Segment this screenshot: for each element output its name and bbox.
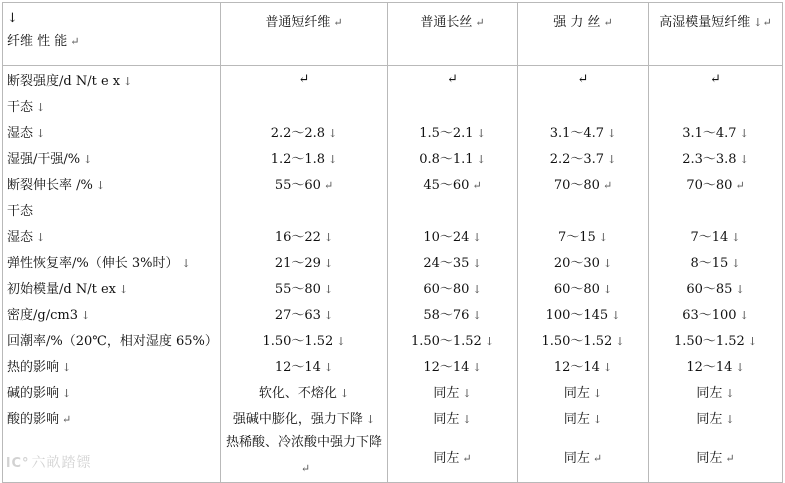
row-label-cell: [3, 170, 221, 196]
cell-mark: ↓: [725, 412, 735, 426]
value-cell: [388, 170, 518, 196]
row-label-mark: ↓: [36, 126, 46, 140]
row-label-mark: ↓: [118, 282, 129, 296]
table-row: [3, 222, 783, 248]
cell-mark: ↓: [602, 256, 613, 270]
row-label-cell: [3, 326, 221, 352]
value-cell: [388, 404, 518, 430]
cell-mark: ↵: [592, 451, 603, 465]
cell-value: 45～60: [423, 177, 470, 193]
row-label-cell: [3, 274, 221, 300]
row-label: 弹性恢复率/%（伸长 3%时）: [7, 255, 179, 271]
row-label-mark: ↓: [36, 100, 46, 114]
value-cell: [388, 326, 518, 352]
row-label: 湿态: [7, 125, 34, 141]
cell-mark: ↓: [328, 152, 338, 166]
cell-mark: ↓: [592, 386, 603, 400]
value-cell: [221, 352, 388, 378]
value-cell: [388, 118, 518, 144]
row-label-mark: ↓: [83, 152, 93, 166]
cell-mark: ↵: [323, 178, 334, 192]
cell-mark: ↓: [476, 126, 486, 140]
cell-mark: ↵: [735, 178, 745, 192]
cell-value: 3.1～4.7: [682, 125, 737, 141]
row-label: 湿强/干强/%: [7, 151, 81, 167]
cell-value: 同左: [563, 450, 590, 466]
cell-mark: ↓: [739, 308, 749, 322]
value-cell: [649, 92, 783, 118]
cell-value: 2.2～2.8: [270, 125, 326, 141]
row-label: 断裂伸长率 /%: [7, 177, 93, 193]
value-cell: [388, 352, 518, 378]
value-cell: [518, 170, 649, 196]
row-label-cell: [3, 404, 221, 430]
row-label-cell: [3, 352, 221, 378]
row-label-cell: [3, 92, 221, 118]
table-row: [3, 144, 783, 170]
cell-mark: ↓: [323, 230, 334, 244]
cell-value: 强碱中膨化，强力下降: [232, 411, 363, 427]
watermark-logo: lC°: [6, 456, 30, 471]
cell-mark: ↓: [739, 152, 749, 166]
value-cell: [518, 352, 649, 378]
cell-mark: ↓: [607, 126, 617, 140]
value-cell: [221, 196, 388, 222]
value-cell: [221, 170, 388, 196]
header-col-3: [518, 3, 649, 66]
cell-mark: ↓: [328, 126, 338, 140]
cell-value: 2.3～3.8: [682, 151, 737, 167]
cell-value: ↵: [577, 71, 589, 87]
cell-value: 24～35: [423, 255, 470, 271]
cell-mark: ↵: [725, 451, 735, 465]
header-col-label: 普通长丝: [420, 15, 473, 30]
cell-value: 软化、不熔化: [258, 385, 337, 401]
table-row: [3, 248, 783, 274]
table-row: [3, 196, 783, 222]
cell-value: 63～100: [682, 307, 737, 323]
cell-value: 同左: [563, 385, 590, 401]
cell-value: 1.2～1.8: [270, 151, 326, 167]
cell-mark: ↓: [323, 308, 334, 322]
cell-value: 60～80: [553, 281, 600, 297]
cell-mark: ↓: [323, 360, 334, 374]
table-row: [3, 274, 783, 300]
cell-value: 同左: [433, 411, 460, 427]
header-col-mark: ↓↵: [753, 16, 772, 29]
cell-mark: ↓: [602, 360, 613, 374]
cell-mark: ↓: [747, 334, 758, 348]
row-label-mark: ↓: [62, 386, 72, 400]
table-row: [3, 66, 783, 93]
cell-value: 10～24: [423, 229, 470, 245]
header-corner-cell: [3, 3, 221, 66]
cell-mark: ↵: [300, 462, 311, 475]
cell-mark: ↓: [607, 152, 617, 166]
value-cell: [518, 300, 649, 326]
header-col-mark: ↵: [475, 16, 485, 29]
cell-value: 3.1～4.7: [549, 125, 605, 141]
cell-mark: ↓: [739, 126, 749, 140]
cell-value: 1.50～1.52: [262, 333, 334, 349]
value-cell: [649, 248, 783, 274]
row-label-mark: ↓: [62, 360, 72, 374]
cell-value: ↵: [710, 71, 721, 87]
table-row: [3, 404, 783, 430]
table-row: [3, 430, 783, 483]
cell-value: 同左: [563, 411, 590, 427]
cell-value: 7～14: [690, 229, 729, 245]
cell-mark: ↵: [602, 178, 613, 192]
row-label: 干态: [7, 99, 34, 115]
header-col-4: [649, 3, 783, 66]
cell-mark: ↓: [472, 230, 482, 244]
value-cell: [388, 144, 518, 170]
cell-mark: ↓: [323, 256, 334, 270]
cell-value: 12～14: [553, 359, 600, 375]
cell-mark: ↓: [731, 256, 741, 270]
row-label-mark: ↵: [62, 412, 72, 426]
value-cell: [518, 196, 649, 222]
value-cell: [221, 378, 388, 404]
cell-value: 8～15: [690, 255, 729, 271]
header-col-label: 高湿模量短纤维: [659, 15, 751, 30]
value-cell: [518, 222, 649, 248]
row-label-cell: [3, 300, 221, 326]
cell-value: 27～63: [274, 307, 321, 323]
value-cell: [518, 378, 649, 404]
cell-mark: ↓: [472, 282, 482, 296]
header-row-label-mark: ↵: [70, 35, 80, 48]
value-cell: [518, 274, 649, 300]
value-cell: [388, 92, 518, 118]
value-cell: [649, 222, 783, 248]
row-label-cell: [3, 222, 221, 248]
value-cell: [649, 66, 783, 93]
value-cell: [221, 144, 388, 170]
row-label: 干态: [7, 203, 34, 219]
cell-mark: ↓: [336, 334, 346, 348]
value-cell: [388, 300, 518, 326]
cell-mark: ↓: [339, 386, 350, 400]
row-label: 酸的影响: [7, 411, 60, 427]
value-cell: [221, 430, 388, 483]
fiber-properties-table: [2, 2, 783, 483]
cell-mark: ↓: [615, 334, 625, 348]
cell-mark: ↓: [472, 308, 482, 322]
cell-value: 12～14: [274, 359, 321, 375]
cell-value: 1.5～2.1: [419, 125, 474, 141]
cell-value: 1.50～1.52: [410, 333, 482, 349]
value-cell: [221, 118, 388, 144]
row-label-mark: ↓: [123, 74, 133, 88]
value-cell: [388, 378, 518, 404]
value-cell: [221, 326, 388, 352]
value-cell: [388, 248, 518, 274]
value-cell: [649, 404, 783, 430]
cell-value: 热稀酸、冷浓酸中强力下降: [225, 435, 382, 450]
value-cell: [221, 300, 388, 326]
value-cell: [518, 430, 649, 483]
value-cell: [388, 430, 518, 483]
row-label: 碱的影响: [7, 385, 60, 401]
header-col-label: 强 力 丝: [553, 15, 601, 30]
cell-value: 20～30: [553, 255, 600, 271]
value-cell: [518, 326, 649, 352]
row-label-mark: ↓: [95, 178, 106, 192]
table-row: [3, 352, 783, 378]
row-label-cell: [3, 196, 221, 222]
row-label-cell: [3, 144, 221, 170]
cell-mark: ↓: [472, 360, 482, 374]
cell-mark: ↓: [602, 282, 613, 296]
row-label: 湿态: [7, 229, 34, 245]
value-cell: [649, 144, 783, 170]
value-cell: [518, 92, 649, 118]
value-cell: [649, 274, 783, 300]
cell-value: 12～14: [423, 359, 470, 375]
table-row: [3, 118, 783, 144]
row-label-mark: ↓: [80, 308, 91, 322]
header-col-mark: ↵: [333, 16, 343, 29]
value-cell: [388, 66, 518, 93]
value-cell: [649, 430, 783, 483]
value-cell: [221, 92, 388, 118]
value-cell: [649, 326, 783, 352]
row-label: 初始模量/d N/t ex: [7, 281, 116, 297]
cell-value: 同左: [433, 385, 460, 401]
cell-mark: ↓: [462, 412, 472, 426]
value-cell: [649, 118, 783, 144]
value-cell: [649, 196, 783, 222]
cell-value: 55～60: [274, 177, 321, 193]
header-mark: ↓: [7, 11, 18, 26]
header-col-1: [221, 3, 388, 66]
row-label: 断裂强度/d N/t e x: [7, 73, 121, 89]
value-cell: [388, 222, 518, 248]
cell-value: 16～22: [274, 229, 321, 245]
cell-mark: ↓: [731, 230, 741, 244]
cell-value: 21～29: [274, 255, 321, 271]
cell-value: 2.2～3.7: [549, 151, 605, 167]
value-cell: [388, 274, 518, 300]
table-row: [3, 92, 783, 118]
cell-value: 70～80: [553, 177, 600, 193]
value-cell: [518, 66, 649, 93]
value-cell: [649, 300, 783, 326]
value-cell: [388, 196, 518, 222]
cell-mark: ↓: [735, 282, 745, 296]
cell-mark: ↓: [365, 412, 376, 426]
cell-value: 同左: [696, 450, 723, 466]
header-col-2: [388, 3, 518, 66]
row-label-mark: ↓: [181, 256, 191, 270]
watermark-text: 六畝踏镖: [31, 455, 92, 471]
value-cell: [221, 248, 388, 274]
cell-mark: ↵: [462, 451, 472, 465]
row-label: 密度/g/cm3: [7, 307, 78, 323]
cell-value: 55～80: [274, 281, 321, 297]
cell-mark: ↓: [323, 282, 334, 296]
cell-value: 12～14: [686, 359, 733, 375]
cell-value: ↵: [298, 71, 310, 87]
value-cell: [518, 404, 649, 430]
header-col-label: 普通短纤维: [265, 15, 331, 30]
cell-value: ↵: [447, 71, 458, 87]
cell-value: 1.50～1.52: [673, 333, 745, 349]
cell-value: 同左: [696, 385, 723, 401]
cell-value: 70～80: [686, 177, 733, 193]
cell-mark: ↵: [472, 178, 482, 192]
cell-mark: ↓: [484, 334, 495, 348]
value-cell: [221, 66, 388, 93]
cell-mark: ↓: [592, 412, 603, 426]
value-cell: [518, 248, 649, 274]
row-label-cell: [3, 66, 221, 93]
row-label-cell: [3, 248, 221, 274]
cell-mark: ↓: [725, 386, 735, 400]
value-cell: [221, 404, 388, 430]
value-cell: [649, 378, 783, 404]
cell-mark: ↓: [462, 386, 472, 400]
header-col-mark: ↵: [603, 16, 613, 29]
row-label-cell: [3, 118, 221, 144]
cell-mark: ↓: [611, 308, 621, 322]
table-row: [3, 378, 783, 404]
watermark: [6, 452, 92, 472]
row-label: 回潮率/%（20℃，相对湿度 65%）: [7, 333, 218, 349]
value-cell: [518, 118, 649, 144]
row-label: 热的影响: [7, 359, 60, 375]
cell-mark: ↓: [472, 256, 482, 270]
row-label-cell: [3, 378, 221, 404]
cell-value: 58～76: [423, 307, 470, 323]
cell-value: 7～15: [557, 229, 596, 245]
table-header-row: [3, 3, 783, 66]
cell-value: 60～80: [423, 281, 470, 297]
table-row: [3, 326, 783, 352]
cell-mark: ↓: [735, 360, 745, 374]
value-cell: [518, 144, 649, 170]
value-cell: [221, 222, 388, 248]
cell-mark: ↓: [476, 152, 486, 166]
value-cell: [649, 170, 783, 196]
row-label-mark: ↓: [36, 230, 46, 244]
value-cell: [221, 274, 388, 300]
cell-value: 同左: [696, 411, 723, 427]
cell-value: 1.50～1.52: [541, 333, 613, 349]
cell-value: 0.8～1.1: [419, 151, 474, 167]
table-row: [3, 300, 783, 326]
cell-mark: ↓: [598, 230, 609, 244]
cell-value: 100～145: [545, 307, 609, 323]
cell-value: 60～85: [686, 281, 733, 297]
value-cell: [649, 352, 783, 378]
header-row-label: 纤维 性 能: [7, 34, 68, 49]
cell-value: 同左: [433, 450, 460, 466]
table-row: [3, 170, 783, 196]
